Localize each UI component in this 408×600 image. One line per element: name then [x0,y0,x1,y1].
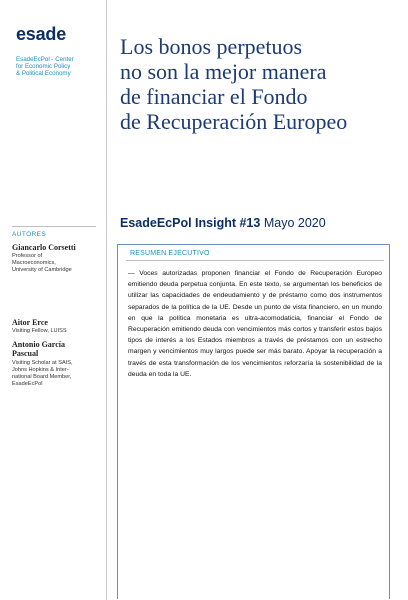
author-affiliation: Visiting Scholar at SAIS, [12,360,73,366]
author-affiliation: EsadeEcPol [12,381,43,387]
author-name: Giancarlo Corsetti [12,243,76,252]
title-line: de financiar el Fondo [120,84,308,109]
org-line: & Political Economy [16,70,71,77]
insight-line [120,216,402,230]
title-line: de Recuperación Europeo [120,109,348,134]
author-name: Aitor Erce [12,318,48,327]
org-line: EsadeEcPol - Center [16,56,74,63]
author-affiliation: University of Cambridge [12,267,72,273]
title-line: no son la mejor manera [120,59,327,84]
author-name: Pascual [12,349,39,358]
vertical-divider [106,0,107,600]
page-title [120,34,402,134]
author-affiliation: Professor of [12,253,43,259]
author-name: Antonio García [12,340,65,349]
authors-divider [12,226,96,227]
sidebar [0,0,106,600]
esade-logo: esade [16,24,67,44]
insight-series: EsadeEcPol Insight #13 [120,216,261,230]
author-affiliation: Johns Hopkins & Inter- [12,367,69,373]
author-affiliation: Visiting Fellow, LUISS [12,328,67,334]
org-line: for Economic Policy [16,63,71,70]
insight-date: Mayo 2020 [263,216,326,230]
sidebar-header [0,0,106,206]
authors-label: AUTORES [12,231,47,238]
author-affiliation: national Board Member, [12,374,72,380]
author-affiliation: Macroeconomics, [12,260,56,266]
summary-divider [126,260,384,261]
executive-summary-text: — Voces autorizadas proponen financiar el Fondo de Recuperación Europeo emitiendo deuda perpetua conjunta. En este texto, se argumentan los beneficios de utilizar las capacidades de endeudamiento y de préstamo como dos instrumentos separados de la política de la UE. Desde un punto de vista financiero, en un mundo en que la política monetaria es ultra-acomodaticia, financiar el Fondo de Recuperación emitiendo deuda con vencimientos más cortos y transferir estos bajos tipos de interés a los Estados miembros a través de préstamos con un estrecho margen y vencimientos muy largos puede ser más barato. Apoyar la recuperación a través de esta transformación de los vencimientos reforzaría la sostenibilidad de la deuda en toda la UE. [128,270,382,378]
executive-summary-heading: RESUMEN EJECUTIVO [130,250,210,257]
title-line: Los bonos perpetuos [120,34,303,59]
